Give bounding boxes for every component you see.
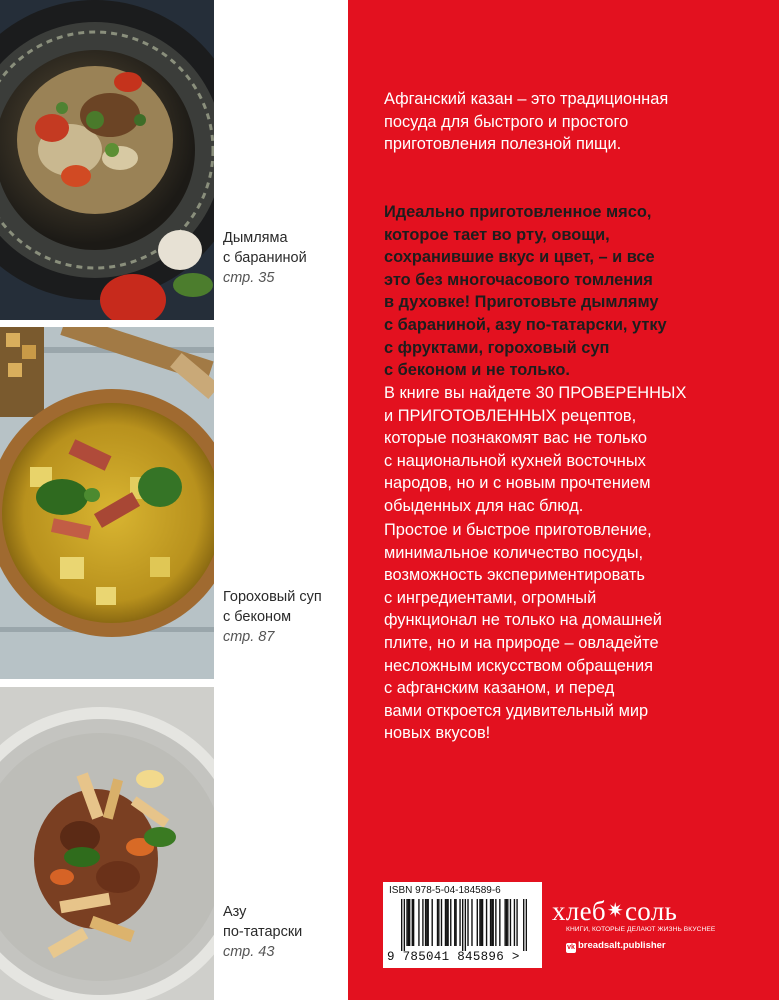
blurb-line: плите, но и на природе – овладейте (384, 633, 659, 652)
barcode-bar (465, 899, 466, 951)
blurb-line: с фруктами, гороховый суп (384, 338, 610, 357)
barcode-bar (499, 899, 500, 946)
barcode-bar (486, 899, 487, 946)
barcode-bar (510, 899, 511, 946)
blurb-line: вами откроется удивительный мир (384, 701, 649, 720)
blurb-line: с беконом и не только. (384, 361, 570, 380)
barcode-digits: 9 785041 845896 > (387, 950, 520, 964)
blurb-line: минимальное количество посуды, (384, 543, 644, 562)
blurb-line: Идеально приготовленное мясо, (384, 203, 652, 221)
blurb-line: функционал не только на домашней (384, 611, 662, 630)
blurb-highlight (384, 201, 754, 382)
barcode-bar (459, 899, 460, 946)
page-reference: стр. 43 (223, 944, 275, 960)
barcode-bar (408, 899, 409, 946)
barcode-bar (526, 899, 527, 951)
dish-name: по-татарски (223, 924, 303, 940)
blurb-line: и ПРИГОТОВЛЕННЫХ рецептов, (384, 406, 637, 425)
blurb-line: с бараниной, азу по-татарски, утку (384, 315, 667, 334)
pea-soup-bowl-photo (0, 327, 214, 679)
blurb-line: Простое и быстрое приготовление, (384, 521, 652, 539)
dish-name: Дымляма (223, 230, 288, 246)
barcode-bar (432, 899, 433, 946)
barcode-bar (447, 899, 448, 946)
blurb-features (384, 519, 754, 745)
blurb-intro (384, 88, 754, 156)
barcode-bar (455, 899, 456, 946)
barcode-bar (412, 899, 413, 946)
barcode-bar (425, 899, 426, 946)
blurb-line: новых вкусов! (384, 724, 491, 743)
blurb-line: которые познакомят вас не только (384, 429, 648, 448)
barcode-bar (426, 899, 427, 946)
barcode-bar (418, 899, 419, 946)
barcode-bar (491, 899, 492, 946)
barcode-bar (446, 899, 447, 946)
blurb-line: с национальной кухней восточных (384, 451, 646, 470)
barcode-bar (477, 899, 478, 946)
blurb-line: это без многочасового томления (384, 270, 653, 289)
dish-name: с бараниной (223, 250, 307, 266)
barcode-bar (445, 899, 446, 946)
dymlyama-plate-photo (0, 0, 214, 320)
dish-name: с беконом (223, 609, 292, 625)
blurb-line: которое тает во рту, овощи, (384, 225, 610, 244)
blurb-line: В книге вы найдете 30 ПРОВЕРЕННЫХ (384, 384, 687, 402)
vk-icon: vk (567, 944, 575, 951)
dish-name: Азу (223, 904, 247, 920)
publisher-logo (552, 896, 677, 927)
isbn-barcode (383, 882, 542, 968)
dish-caption-pea-soup (223, 587, 345, 647)
barcode-bar (404, 899, 405, 951)
blurb-line: народов, но и с новым прочтением (384, 474, 651, 493)
barcode-bar (406, 899, 407, 946)
barcode-bar (413, 899, 414, 946)
logo-text: соль (624, 896, 678, 926)
barcode-bar (506, 899, 507, 946)
barcode-bar (462, 899, 463, 951)
blurb-line: несложным искусством обращения (384, 656, 653, 675)
barcode-bar (479, 899, 480, 946)
barcode-bar (437, 899, 438, 946)
barcode-bar (471, 899, 472, 946)
blurb-line: в духовке! Приготовьте дымляму (384, 293, 659, 312)
barcode-bar (481, 899, 482, 946)
barcode-bar (428, 899, 429, 946)
dish-caption-dymlyama (223, 228, 345, 288)
blurb-line: с афганским казаном, и перед (384, 679, 615, 698)
barcode-bar (507, 899, 508, 946)
barcode-bar (454, 899, 455, 946)
publisher-social (566, 940, 666, 953)
star-icon: ✷ (606, 900, 624, 922)
blurb-recipes (384, 382, 754, 518)
barcode-bar (523, 899, 524, 951)
azu-plate-photo (0, 687, 214, 1000)
blurb-line: посуда для быстрого и простого (384, 112, 629, 131)
social-handle: breadsalt.publisher (578, 940, 666, 951)
blurb-line: Афганский казан – это традиционная (384, 90, 669, 108)
barcode-bar (422, 899, 423, 946)
barcode-bar (450, 899, 451, 946)
page-reference: стр. 87 (223, 629, 275, 645)
barcode-bar (504, 899, 505, 946)
dish-caption-azu (223, 902, 345, 962)
barcode-bar (482, 899, 483, 946)
barcode-bars (401, 899, 527, 951)
barcode-bar (495, 899, 496, 946)
dish-name: Гороховый суп (223, 589, 322, 605)
barcode-bar (516, 899, 517, 946)
barcode-bar (441, 899, 442, 946)
blurb-line: обыденных для нас блюд. (384, 496, 584, 515)
blurb-line: сохранившие вкус и цвет, – и все (384, 248, 655, 267)
page-reference: стр. 35 (223, 270, 275, 286)
blurb-line: с ингредиентами, огромный (384, 588, 597, 607)
isbn-number: ISBN 978-5-04-184589-6 (389, 885, 501, 896)
barcode-bar (493, 899, 494, 946)
blurb-line: возможность экспериментировать (384, 566, 645, 585)
barcode-bar (467, 899, 468, 946)
publisher-tagline: КНИГИ, КОТОРЫЕ ДЕЛАЮТ ЖИЗНЬ ВКУСНЕЕ (566, 926, 716, 933)
logo-text: хлеб (552, 896, 606, 926)
barcode-bar (401, 899, 402, 951)
barcode-bar (409, 899, 410, 946)
barcode-bar (490, 899, 491, 946)
blurb-line: приготовления полезной пищи. (384, 135, 622, 154)
barcode-bar (514, 899, 515, 946)
barcode-bar (438, 899, 439, 946)
